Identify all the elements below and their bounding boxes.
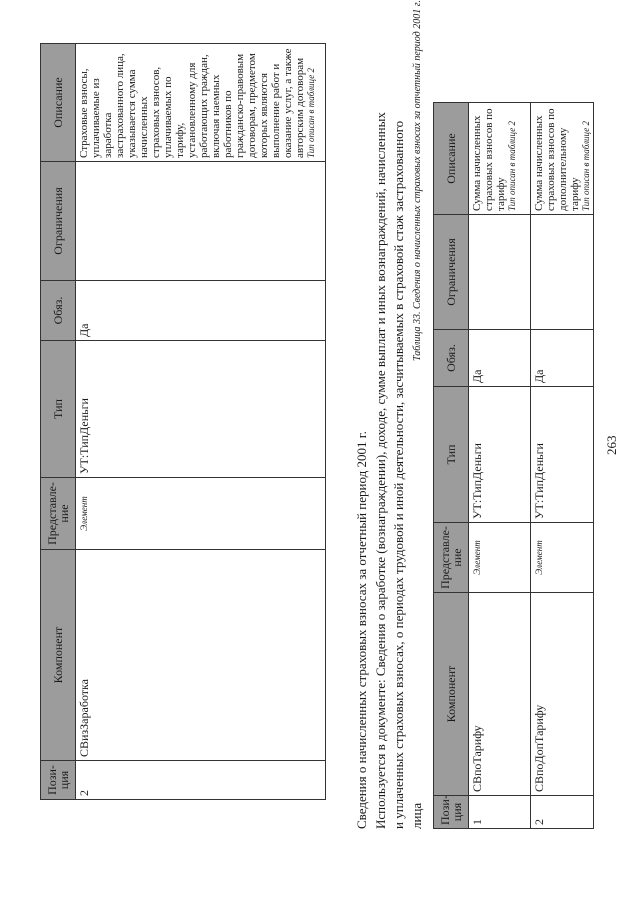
col-header-representation: Представле-ние [434,523,469,593]
table-1 [40,43,326,800]
type-note: Тип описан в таблице 2 [306,68,316,158]
cell-restrictions [76,162,326,281]
table-1-header [41,44,76,800]
cell-component: СВпоТарифу [469,593,531,796]
cell-position: 2 [531,796,594,829]
col-header-component: Компонент [434,593,469,796]
cell-component: СВизЗаработка [76,550,326,761]
cell-description [469,103,531,215]
col-header-type: Тип [41,341,76,478]
cell-position: 1 [469,796,531,829]
cell-type: УТ:ТипДеньги [76,341,326,478]
col-header-position: Пози-ция [41,761,76,800]
cell-required: Да [76,281,326,341]
description-text: Страховые взносы, уплачиваемые из заработка застрахованного лица, указывается сумма начисленных страховых взносов, уплачиваемых по тарифу, установленному для работающих граждан, включая наемных работников по гражданско-правовым договорам, предметом которых являются выполнение работ и оказание услуг, а также авторским договорам [78,48,306,158]
type-note: Тип описан в таблице 2 [507,121,517,211]
cell-type: УТ:ТипДеньги [469,387,531,523]
section-heading: Сведения о начисленных страховых взносах за отчетный период 2001 г. [354,431,369,829]
table-2 [433,102,594,829]
cell-representation: Элемент [531,523,594,593]
description-text: Сумма начисленных страховых взносов по дополнительному тарифу [533,108,581,211]
description-text: Сумма начисленных страховых взносов по тарифу [471,108,507,211]
cell-description [531,103,594,215]
table-row [76,44,326,800]
col-header-representation: Представле-ние [41,478,76,550]
col-header-position: Пози-ция [434,796,469,829]
cell-required: Да [469,330,531,387]
cell-required: Да [531,330,594,387]
table-row [531,103,594,829]
cell-representation: Элемент [469,523,531,593]
col-header-type: Тип [434,387,469,523]
cell-type: УТ:ТипДеньги [531,387,594,523]
col-header-required: Обяз. [41,281,76,341]
page-number: 263 [604,435,619,455]
col-header-description: Описание [41,44,76,162]
col-header-description: Описание [434,103,469,215]
col-header-required: Обяз. [434,330,469,387]
cell-restrictions [531,215,594,330]
cell-representation: Элемент [76,478,326,550]
type-note: Тип описан в таблице 2 [581,121,591,211]
col-header-component: Компонент [41,550,76,761]
col-header-restrictions: Ограничения [434,215,469,330]
cell-position: 2 [76,761,326,800]
usage-text: Используется в документе: Сведения о заработке (вознаграждении), доходе, сумме выплат и иных вознаграждений, начисленных и уплаченных страховых взносах, о периодах трудовой и иной деятельности, засчитываемых в страховой стаж застрахованного лица [373,112,424,829]
table-caption: Таблица 33. Сведения о начисленных страховых взносах за отчетный период 2001 г. [412,0,423,361]
table-2-header [434,103,469,829]
table-row [469,103,531,829]
col-header-restrictions: Ограничения [41,162,76,281]
cell-restrictions [469,215,531,330]
cell-description [76,44,326,162]
cell-component: СВпоДопТарифу [531,593,594,796]
